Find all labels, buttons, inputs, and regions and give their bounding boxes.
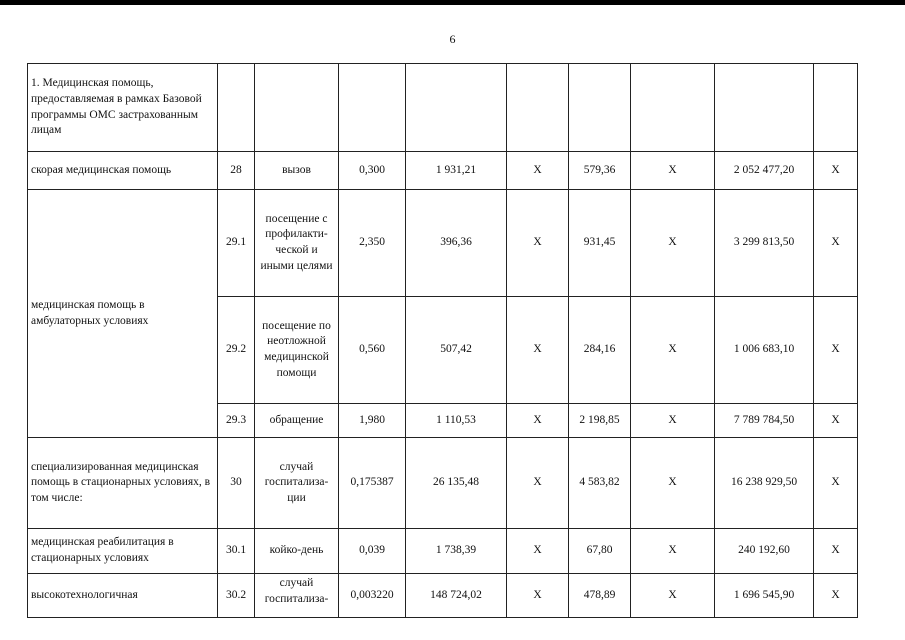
table-row (28, 529, 858, 574)
row-per-capita: 4 583,82 (569, 438, 631, 529)
row-per-capita: 2 198,85 (569, 404, 631, 438)
row-x-mark: Х (507, 438, 569, 529)
row-unit: посещение по неотложной медицинской помощи (255, 297, 339, 404)
row-norm: 0,003220 (339, 574, 406, 618)
row-norm: 0,300 (339, 152, 406, 190)
row-name: высокотехнологичная (28, 574, 218, 618)
row-per-capita: 579,36 (569, 152, 631, 190)
row-total: 3 299 813,50 (715, 190, 814, 297)
row-norm: 2,350 (339, 190, 406, 297)
row-total: 240 192,60 (715, 529, 814, 574)
row-x-mark: Х (507, 152, 569, 190)
row-name: медицинская помощь в амбулаторных условиях (28, 190, 218, 438)
table-row (28, 438, 858, 529)
row-total: 1 006 683,10 (715, 297, 814, 404)
row-unit: койко-день (255, 529, 339, 574)
row-cost: 148 724,02 (406, 574, 507, 618)
row-norm: 0,175387 (339, 438, 406, 529)
row-per-capita: 478,89 (569, 574, 631, 618)
row-x-mark: Х (631, 574, 715, 618)
row-unit: посещение с профилакти-ческой и иными целями (255, 190, 339, 297)
row-x-mark: Х (814, 404, 858, 438)
row-total: 1 696 545,90 (715, 574, 814, 618)
row-total: 2 052 477,20 (715, 152, 814, 190)
row-x-mark: Х (814, 574, 858, 618)
row-norm: 0,039 (339, 529, 406, 574)
row-norm: 0,560 (339, 297, 406, 404)
row-norm: 1,980 (339, 404, 406, 438)
row-x-mark: Х (507, 404, 569, 438)
row-name: специализированная медицинская помощь в стационарных условиях, в том числе: (28, 438, 218, 529)
top-edge-bar (0, 0, 905, 5)
row-x-mark: Х (507, 529, 569, 574)
row-code: 29.1 (218, 190, 255, 297)
row-per-capita: 67,80 (569, 529, 631, 574)
row-x-mark: Х (631, 152, 715, 190)
row-x-mark: Х (814, 529, 858, 574)
table-row (28, 64, 858, 152)
row-cost: 1 110,53 (406, 404, 507, 438)
row-code: 30.2 (218, 574, 255, 618)
row-per-capita: 284,16 (569, 297, 631, 404)
table-row (28, 574, 858, 618)
row-cost: 1 738,39 (406, 529, 507, 574)
row-cost: 26 135,48 (406, 438, 507, 529)
row-x-mark: Х (814, 152, 858, 190)
row-total: 16 238 929,50 (715, 438, 814, 529)
row-name: медицинская реабилитация в стационарных условиях (28, 529, 218, 574)
row-code: 29.2 (218, 297, 255, 404)
row-unit: случай госпитализа- (264, 577, 329, 605)
row-code: 30.1 (218, 529, 255, 574)
row-x-mark: Х (814, 190, 858, 297)
row-code: 30 (218, 438, 255, 529)
row-x-mark: Х (631, 529, 715, 574)
table-row (28, 190, 858, 297)
financing-table (27, 63, 858, 618)
row-code: 28 (218, 152, 255, 190)
section-header-cell: 1. Медицинская помощь, предоставляемая в рамках Базовой программы ОМС застрахованным лицам (28, 64, 218, 152)
page-number: 6 (449, 32, 456, 46)
row-name: скорая медицинская помощь (28, 152, 218, 190)
row-x-mark: Х (631, 297, 715, 404)
row-unit: вызов (255, 152, 339, 190)
row-cost: 1 931,21 (406, 152, 507, 190)
row-x-mark: Х (507, 297, 569, 404)
row-x-mark: Х (507, 190, 569, 297)
row-total: 7 789 784,50 (715, 404, 814, 438)
row-code: 29.3 (218, 404, 255, 438)
row-x-mark: Х (814, 438, 858, 529)
row-cost: 507,42 (406, 297, 507, 404)
row-per-capita: 931,45 (569, 190, 631, 297)
row-x-mark: Х (631, 404, 715, 438)
row-cost: 396,36 (406, 190, 507, 297)
row-x-mark: Х (507, 574, 569, 618)
table-row (28, 152, 858, 190)
row-x-mark: Х (814, 297, 858, 404)
row-x-mark: Х (631, 190, 715, 297)
row-x-mark: Х (631, 438, 715, 529)
row-unit: обращение (255, 404, 339, 438)
row-unit: случай госпитализа-ции (255, 438, 339, 529)
